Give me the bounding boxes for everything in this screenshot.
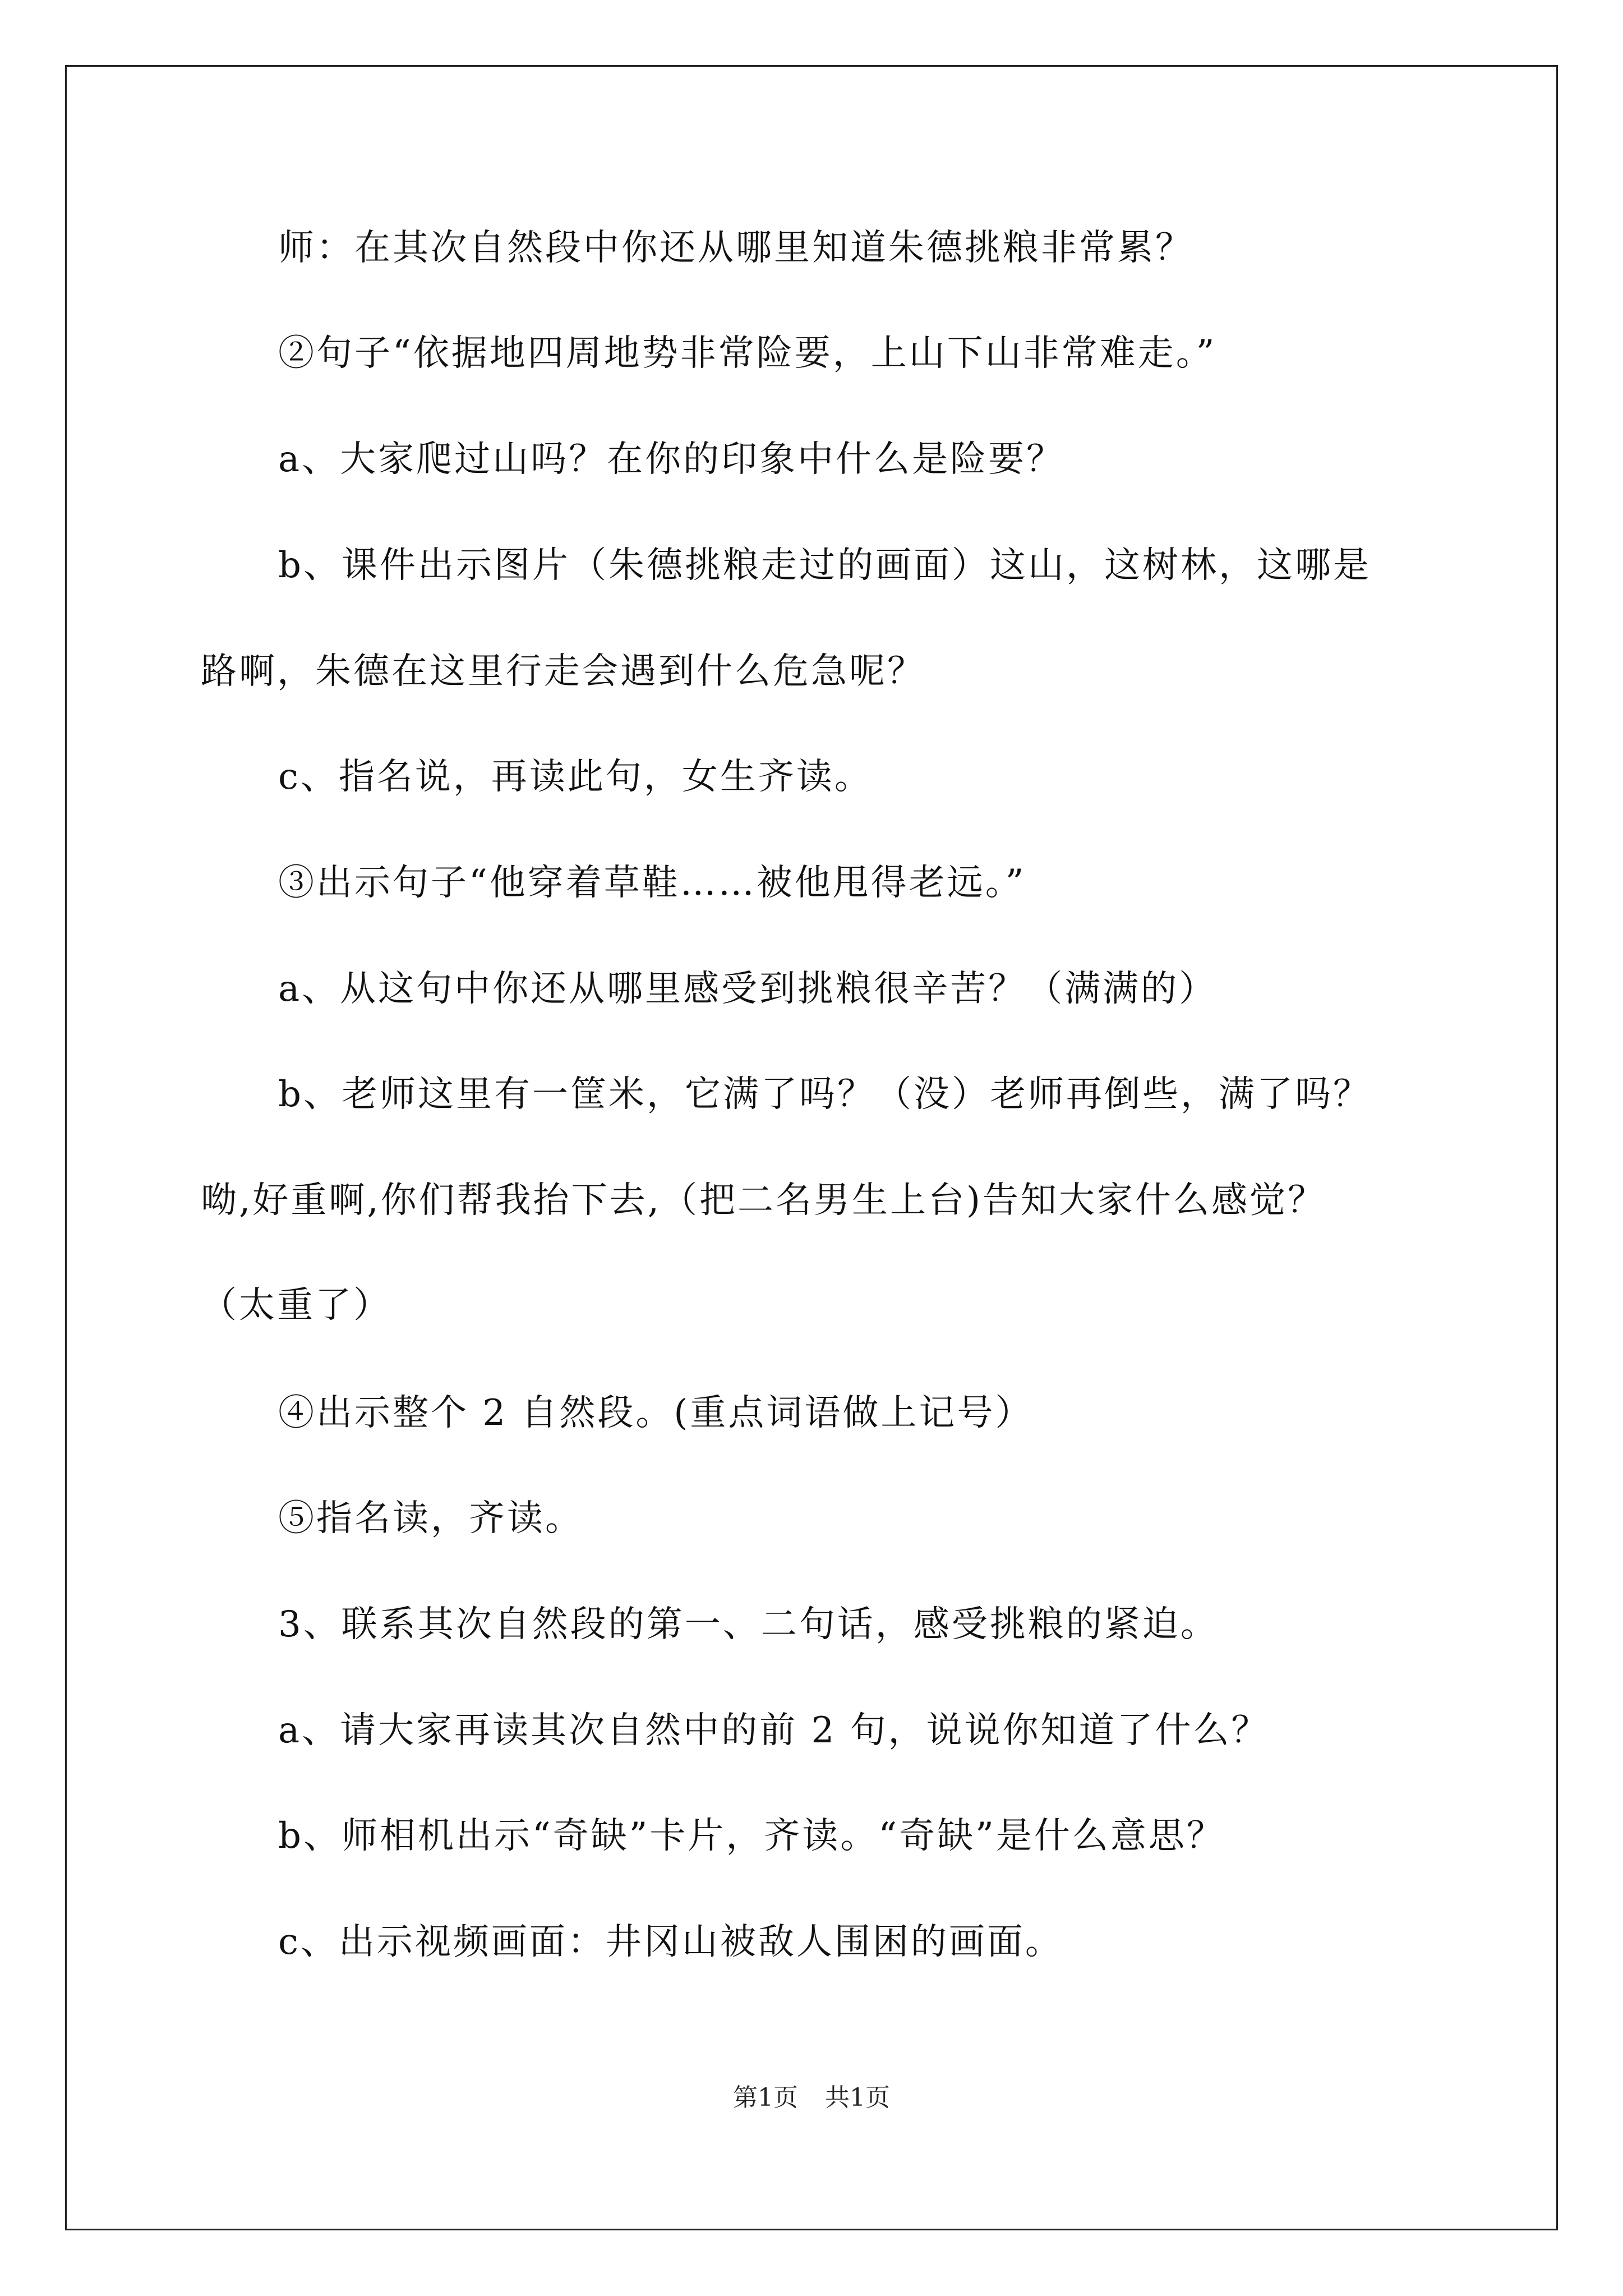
paragraph: a、大家爬过山吗？在你的印象中什么是险要？ [278,439,1065,480]
paragraph: b、老师这里有一筐米，它满了吗？（没）老师再倒些，满了吗？ [278,1074,1371,1115]
paragraph: c、指名说，再读此句，女生齐读。 [278,756,873,798]
paragraph: a、从这句中你还从哪里感受到挑粮很辛苦？（满满的） [278,968,1218,1010]
paragraph: ⑤指名读，齐读。 [278,1498,583,1539]
page-border [65,65,1558,2230]
paragraph: 3、联系其次自然段的第一、二句话，感受挑粮的紧迫。 [278,1604,1219,1645]
paragraph: c、出示视频画面：井冈山被敌人围困的画面。 [278,1921,1063,1963]
paragraph: ②句子“依据地四周地势非常险要，上山下山非常难走。” [278,333,1217,374]
paragraph: ④出示整个 2 自然段。(重点词语做上记号） [278,1392,1034,1434]
page-footer [0,2083,1623,2112]
paragraph-continuation: （太重了） [201,1285,391,1326]
paragraph: b、课件出示图片（朱德挑粮走过的画面）这山，这树林，这哪是 [278,545,1371,586]
paragraph: 师：在其次自然段中你还从哪里知道朱德挑粮非常累？ [278,227,1193,269]
paragraph-continuation: 路啊，朱德在这里行走会遇到什么危急呢？ [201,651,925,692]
paragraph: ③出示句子“他穿着草鞋……被他甩得老远。” [278,862,1026,904]
paragraph: a、请大家再读其次自然中的前 2 句，说说你知道了什么？ [278,1710,1270,1751]
paragraph-continuation: 呦,好重啊,你们帮我抬下去,（把二名男生上台)告知大家什么感觉？ [201,1180,1326,1221]
page-number-total: 共1页 [825,2083,890,2112]
paragraph: b、师相机出示“奇缺”卡片，齐读。“奇缺”是什么意思？ [278,1815,1225,1857]
page-number-current: 第1页 [733,2083,798,2112]
